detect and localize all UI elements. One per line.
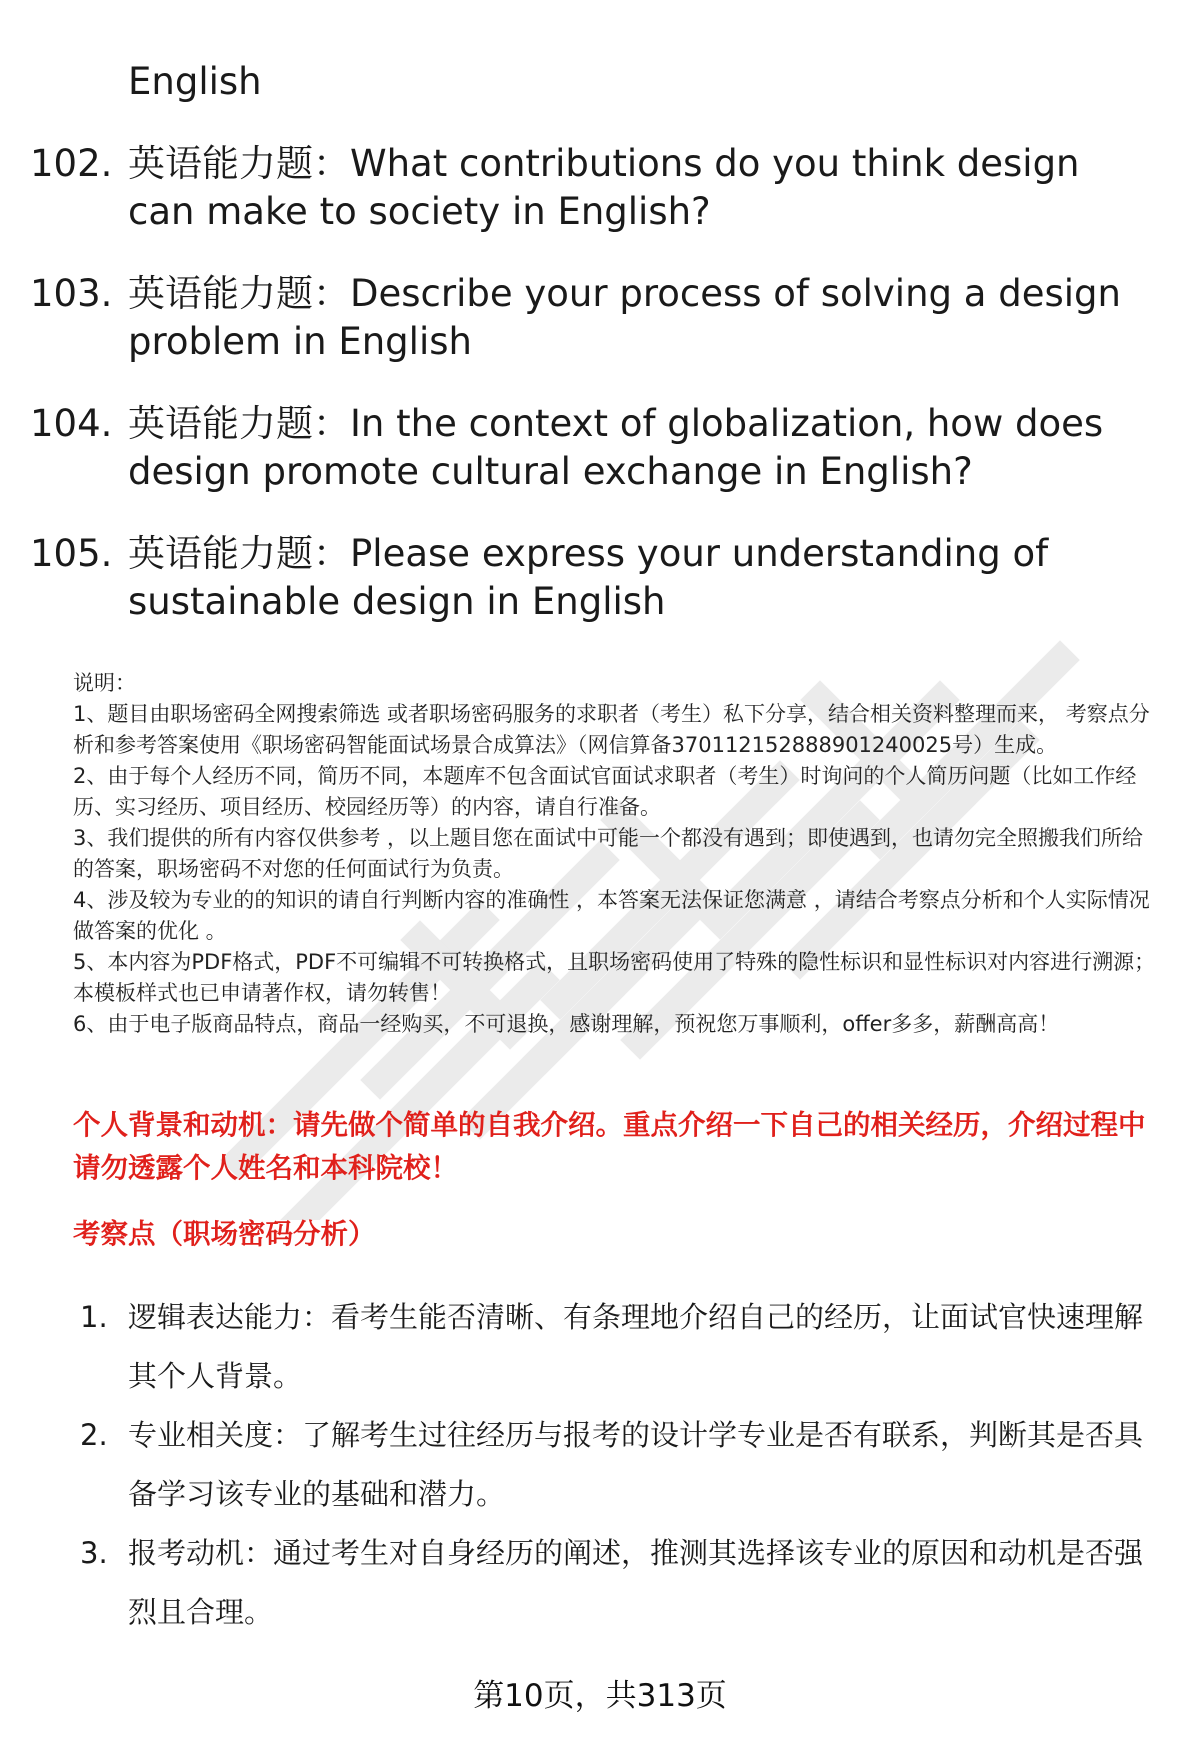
question-item [30, 530, 1170, 626]
notes-block [73, 668, 1163, 1040]
analysis-text: 逻辑表达能力：看考生能否清晰、有条理地介绍自己的经历，让面试官快速理解其个人背景。 [128, 1300, 1144, 1393]
question-number: 104. [30, 402, 113, 445]
analysis-item [80, 1406, 1160, 1524]
question-number: 102. [30, 142, 113, 185]
notes-line: 5、本内容为PDF格式，PDF不可编辑不可转换格式，且职场密码使用了特殊的隐性标识和显性标识对内容进行溯源；本模板样式也已申请著作权，请勿转售！ [73, 950, 1156, 1005]
page-number: 第10页，共313页 [473, 1678, 727, 1714]
analysis-number: 3. [80, 1536, 108, 1570]
notes-line: 4、涉及较为专业的的知识的请自行判断内容的准确性 ，本答案无法保证您满意 ，请结合考察点分析和个人实际情况做答案的优化 。 [73, 888, 1150, 943]
notes-line: 2、由于每个人经历不同，简历不同，本题库不包含面试官面试求职者（考生）时询问的个人简历问题（比如工作经历、实习经历、项目经历、校园经历等）的内容，请自行准备。 [73, 764, 1137, 819]
analysis-item [80, 1288, 1160, 1406]
question-list [30, 140, 1170, 660]
question-item [30, 270, 1170, 366]
question-item [30, 400, 1170, 496]
analysis-list [80, 1288, 1160, 1642]
notes-title: 说明： [73, 671, 136, 695]
notes-line: 1、题目由职场密码全网搜索筛选 或者职场密码服务的求职者（考生）私下分享，结合相关资料整理而来， 考察点分析和参考答案使用《职场密码智能面试场景合成算法》（网信算备370112152888901240025号）生成。 [73, 702, 1150, 757]
question-text: 英语能力题：Describe your process of solving a design problem in English [128, 272, 1121, 363]
analysis-number: 1. [80, 1300, 108, 1334]
section-subheading: 考察点（职场密码分析） [73, 1218, 376, 1250]
notes-line: 6、由于电子版商品特点，商品一经购买，不可退换，感谢理解，预祝您万事顺利，offer多多，薪酬高高！ [73, 1012, 1060, 1036]
question-number: 105. [30, 532, 113, 575]
question-text: 英语能力题：What contributions do you think design can make to society in English? [128, 142, 1080, 233]
question-continuation: English [128, 60, 262, 103]
analysis-text: 专业相关度：了解考生过往经历与报考的设计学专业是否有联系，判断其是否具备学习该专业的基础和潜力。 [128, 1418, 1144, 1511]
question-text: 英语能力题：In the context of globalization, how does design promote cultural exchange in English? [128, 402, 1104, 493]
question-text: 英语能力题：Please express your understanding of sustainable design in English [128, 532, 1049, 623]
question-number: 103. [30, 272, 113, 315]
analysis-number: 2. [80, 1418, 108, 1452]
question-item [30, 140, 1170, 236]
analysis-text: 报考动机：通过考生对自身经历的阐述，推测其选择该专业的原因和动机是否强烈且合理。 [128, 1536, 1144, 1629]
notes-line: 3、我们提供的所有内容仅供参考 ，以上题目您在面试中可能一个都没有遇到；即使遇到，也请勿完全照搬我们所给的答案，职场密码不对您的任何面试行为负责。 [73, 826, 1144, 881]
analysis-item [80, 1524, 1160, 1642]
section-heading: 个人背景和动机：请先做个简单的自我介绍。重点介绍一下自己的相关经历，介绍过程中请勿透露个人姓名和本科院校！ [73, 1109, 1146, 1184]
